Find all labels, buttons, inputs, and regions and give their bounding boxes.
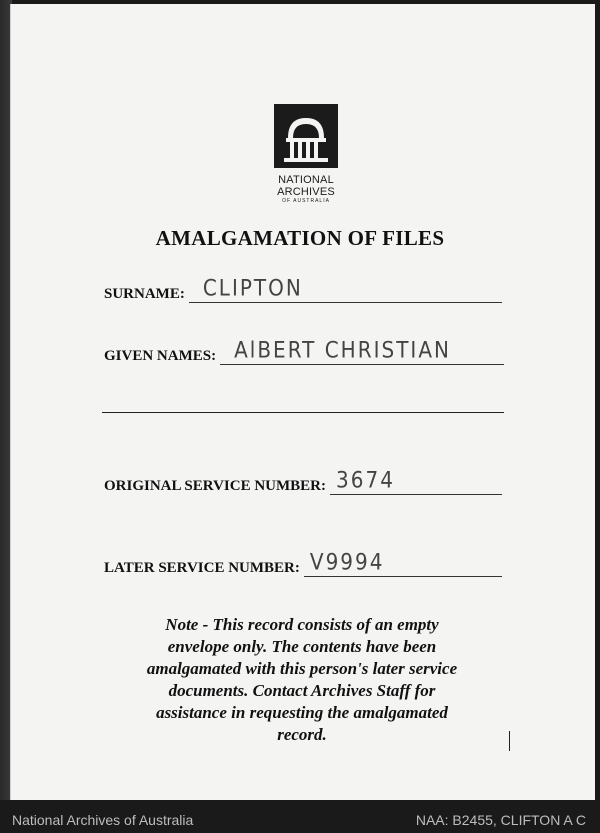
footer-source: National Archives of Australia	[12, 812, 194, 828]
note-line-4: documents. Contact Archives Staff for	[168, 681, 436, 700]
original-service-line	[330, 466, 502, 495]
page-title: AMALGAMATION OF FILES	[155, 226, 445, 250]
surname-value: CLIPTON	[202, 274, 303, 301]
later-service-value: V9994	[309, 548, 385, 575]
national-archives-logo	[274, 104, 338, 168]
logo-line-2: ARCHIVES	[277, 186, 335, 198]
note-block	[102, 614, 502, 746]
given-names-label: GIVEN NAMES:	[104, 348, 217, 364]
logo-line-3: OF AUSTRALIA	[282, 198, 330, 204]
note-line-6: record.	[277, 725, 327, 744]
note-line-5: assistance in requesting the amalgamated	[156, 703, 448, 722]
logo-line-1: NATIONAL	[278, 174, 334, 186]
logo-wordmark	[256, 174, 356, 205]
pen-mark	[509, 731, 510, 751]
surname-line	[189, 274, 502, 303]
blank-rule	[102, 412, 504, 413]
note-line-2: envelope only. The contents have been	[167, 637, 437, 656]
surname-label: SURNAME:	[104, 286, 185, 302]
later-service-line	[304, 548, 502, 577]
given-names-line	[220, 336, 504, 365]
original-service-row	[104, 466, 502, 495]
given-names-row	[104, 336, 504, 365]
later-service-row	[104, 548, 502, 577]
note-line-3: amalgamated with this person's later service	[146, 659, 458, 678]
note-line-1: Note - This record consists of an empty	[165, 615, 439, 634]
original-service-label: ORIGINAL SERVICE NUMBER:	[104, 478, 327, 494]
original-service-value: 3674	[336, 466, 395, 493]
given-names-value: AlBERT CHRISTIAN	[234, 336, 451, 363]
footer-reference: NAA: B2455, CLIFTON A C	[415, 812, 586, 828]
surname-row	[104, 274, 502, 303]
later-service-label: LATER SERVICE NUMBER:	[104, 560, 300, 576]
